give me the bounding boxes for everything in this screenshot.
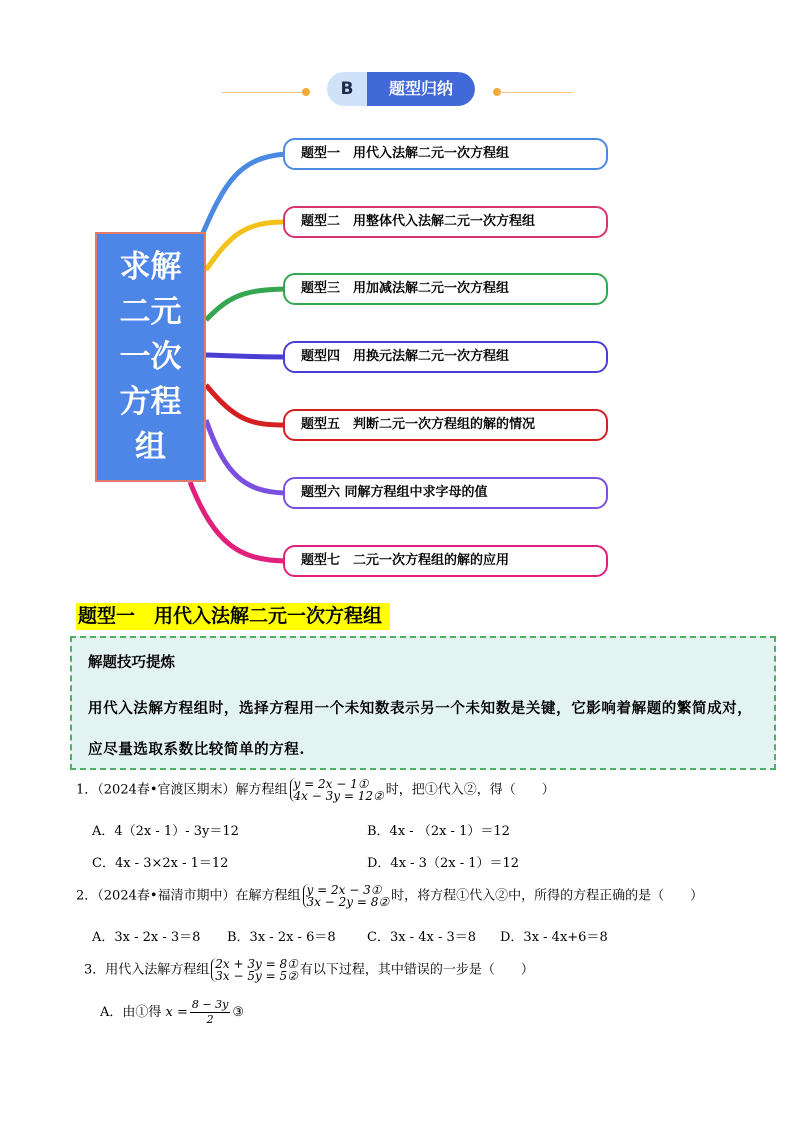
topic-heading: 题型一 用代入法解二元一次方程组 [76,603,390,630]
option-1c[interactable]: C．4x - 3×2x - 1＝12 [92,856,229,871]
option-3a-prefix: A．由①得 [100,1005,162,1020]
fraction-denominator: 2 [206,1013,214,1026]
tips-box [70,636,776,770]
mindmap-node-label: 题型三 用加减法解二元一次方程组 [301,281,510,296]
tips-body: 用代入法解方程组时，选择方程用一个未知数表示另一个未知数是关键，它影响着解题的繁简成对，应尽量选取系数比较简单的方程. [88,700,753,758]
equation-2: 4x − 3y = 12② [293,789,384,803]
mindmap-node-7[interactable] [283,545,608,577]
mindmap-node-1[interactable] [283,138,608,170]
option-3a-suffix: ③ [232,1005,244,1020]
option-2a[interactable]: A．3x - 2x - 3＝8 [92,930,201,945]
question-2 [76,884,703,908]
equation-1: y = 2x − 1① [293,777,369,791]
option-2b[interactable]: B．3x - 2x - 6＝8 [227,930,336,945]
question-1-suffix: 时，把①代入②，得（ ） [385,782,555,798]
tips-title: 解题技巧提炼 [88,654,175,671]
mindmap-node-5[interactable] [283,409,608,441]
equation-1: y = 2x − 3① [306,883,382,897]
mindmap-node-label: 题型四 用换元法解二元一次方程组 [301,349,510,364]
equation-system [211,958,298,982]
mindmap-node-label: 题型一 用代入法解二元一次方程组 [301,146,510,161]
question-3 [84,958,534,982]
fraction-numerator: 8 − 3y [191,998,229,1011]
equation-2: 3x − 2y = 8② [306,895,390,909]
option-3a-var: x = [165,1005,188,1020]
option-1b[interactable]: B．4x - （2x - 1）＝12 [367,824,510,839]
option-3a[interactable] [100,998,244,1027]
question-2-prefix: 2．（2024春•福清市期中）在解方程组 [76,888,301,904]
mindmap-node-6[interactable] [283,477,608,509]
mindmap-node-label: 题型七 二元一次方程组的解的应用 [301,553,510,568]
mindmap-node-label: 题型五 判断二元一次方程组的解的情况 [301,417,536,432]
mindmap-node-3[interactable] [283,273,608,305]
mindmap-node-label: 题型六 同解方程组中求字母的值 [301,485,488,500]
fraction [190,998,230,1027]
option-1a[interactable]: A．4（2x - 1）- 3y＝12 [92,824,239,839]
equation-system [290,778,384,802]
question-3-prefix: 3．用代入法解方程组 [84,962,210,978]
option-2c[interactable]: C．3x - 4x - 3＝8 [367,930,477,945]
question-1-prefix: 1．（2024春•官渡区期末）解方程组 [76,782,288,798]
question-3-suffix: 有以下过程，其中错误的一步是（ ） [299,962,534,978]
section-title: 题型归纳 [367,72,475,106]
mindmap-node-2[interactable] [283,206,608,238]
option-2d[interactable]: D．3x - 4x+6＝8 [500,930,608,945]
option-1d[interactable]: D．4x - 3（2x - 1）＝12 [367,856,520,871]
section-badge: B [340,79,354,99]
mindmap-node-4[interactable] [283,341,608,373]
equation-system [303,884,390,908]
mindmap-center [95,232,206,482]
question-2-suffix: 时，将方程①代入②中，所得的方程正确的是（ ） [391,888,704,904]
question-1 [76,778,555,802]
equation-2: 3x − 5y = 5② [215,969,298,983]
mindmap-node-label: 题型二 用整体代入法解二元一次方程组 [301,214,536,229]
mindmap-center-label: 求解二元一次方程组 [119,248,182,465]
equation-1: 2x + 3y = 8① [215,957,298,971]
